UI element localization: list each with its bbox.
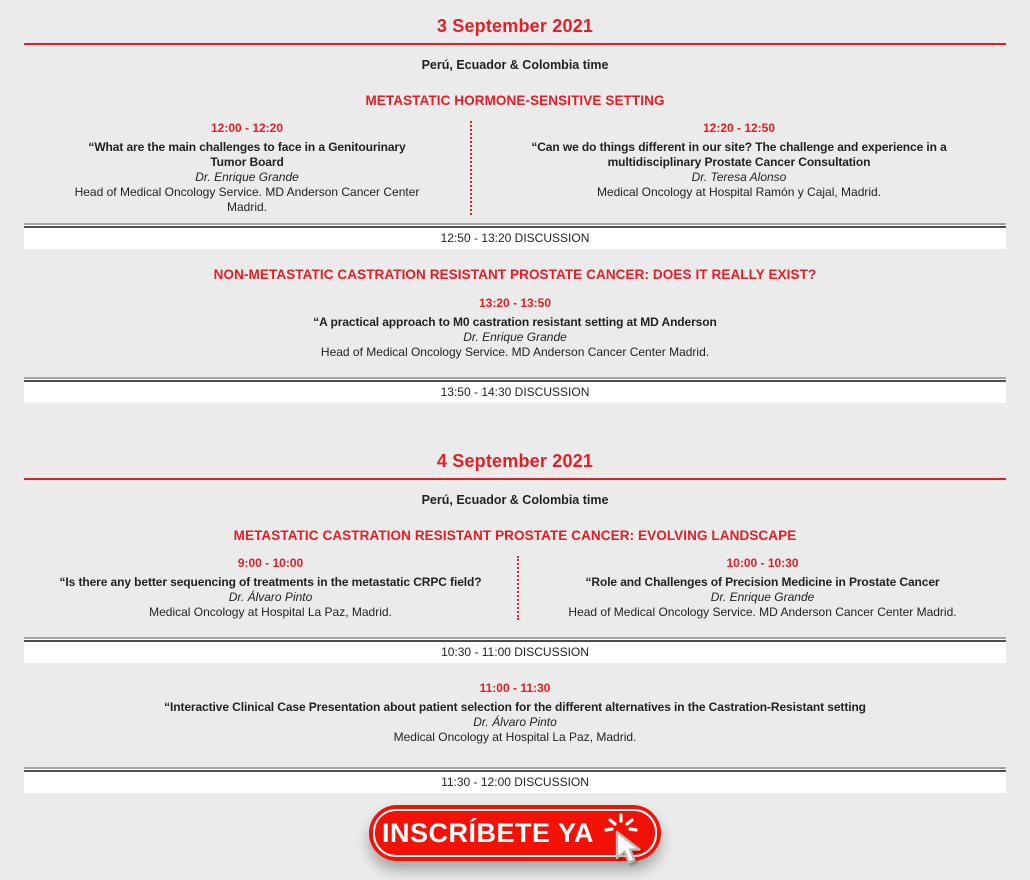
day1-session3 [24, 296, 1006, 360]
click-indicator [600, 816, 634, 850]
day2-timezone: Perú, Ecuador & Colombia time [421, 493, 609, 507]
day2-date-divider [24, 478, 1006, 480]
day2-section1-header: METASTATIC CASTRATION RESISTANT PROSTATE CANCER: EVOLVING LANDSCAPE [233, 528, 797, 543]
session-affiliation: Head of Medical Oncology Service. MD Anderson Cancer Center Madrid. [74, 185, 420, 214]
session-time: 13:20 - 13:50 [478, 296, 552, 310]
session-time: 12:20 - 12:50 [702, 121, 776, 135]
discussion-bar: 13:50 - 14:30 DISCUSSION [24, 382, 1006, 403]
day2-discussion1 [24, 637, 1006, 663]
day1-date-divider [24, 43, 1006, 45]
session-speaker: Dr. Enrique Grande [195, 170, 299, 184]
register-button[interactable] [369, 805, 661, 861]
day1-sessions-row [24, 121, 1006, 215]
day1-date-title: 3 September 2021 [436, 16, 594, 36]
day1-discussion2 [24, 377, 1006, 403]
day2-date-title: 4 September 2021 [436, 451, 594, 471]
day2-sessions-row [24, 556, 1006, 620]
session-time: 9:00 - 10:00 [237, 556, 304, 570]
register-button-label: INSCRÍBETE YA [381, 817, 595, 848]
session-speaker: Dr. Enrique Grande [463, 330, 567, 344]
day1-session2 [472, 121, 1006, 215]
session-affiliation: Head of Medical Oncology Service. MD Anderson Cancer Center Madrid. [568, 605, 957, 619]
session-title: “A practical approach to M0 castration resistant setting at MD Anderson [313, 315, 717, 329]
session-affiliation: Medical Oncology at Hospital Ramón y Cajal, Madrid. [596, 185, 882, 199]
cursor-icon [610, 828, 644, 870]
session-speaker: Dr. Enrique Grande [710, 590, 815, 604]
session-speaker: Dr. Álvaro Pinto [228, 590, 313, 604]
discussion-bar: 12:50 - 13:20 DISCUSSION [24, 228, 1006, 249]
session-affiliation: Head of Medical Oncology Service. MD Anderson Cancer Center Madrid. [320, 345, 710, 359]
day1-timezone: Perú, Ecuador & Colombia time [421, 58, 609, 72]
session-title: “Role and Challenges of Precision Medicine in Prostate Cancer [585, 575, 940, 589]
day2-discussion2 [24, 767, 1006, 793]
day2-session1 [24, 556, 517, 620]
day1-section [0, 0, 1030, 403]
discussion-bar: 10:30 - 11:00 DISCUSSION [24, 642, 1006, 663]
day2-section [0, 403, 1030, 793]
session-time: 11:00 - 11:30 [479, 681, 551, 695]
session-title: “What are the main challenges to face in a Genitourinary Tumor Board [88, 140, 406, 169]
session-time: 12:00 - 12:20 [210, 121, 284, 135]
day1-section2-header: NON-METASTATIC CASTRATION RESISTANT PROSTATE CANCER: DOES IT REALLY EXIST? [213, 267, 817, 282]
session-title: “Is there any better sequencing of treatments in the metastatic CRPC field? [59, 575, 482, 589]
day2-session2 [519, 556, 1006, 620]
session-speaker: Dr. Álvaro Pinto [473, 715, 557, 729]
session-title: “Can we do things different in our site? The challenge and experience in a multidisciplinary Prostate Cancer Consultation [531, 140, 947, 169]
discussion-bar: 11:30 - 12:00 DISCUSSION [24, 772, 1006, 793]
session-affiliation: Medical Oncology at Hospital La Paz, Madrid. [149, 605, 392, 619]
day1-session1 [24, 121, 470, 215]
session-time: 10:00 - 10:30 [726, 556, 799, 570]
day2-session3 [24, 681, 1006, 745]
day1-discussion1 [24, 223, 1006, 249]
cta-row [0, 805, 1030, 861]
session-speaker: Dr. Teresa Alonso [691, 170, 787, 184]
session-affiliation: Medical Oncology at Hospital La Paz, Madrid. [393, 730, 637, 744]
day1-section1-header: METASTATIC HORMONE-SENSITIVE SETTING [365, 93, 665, 108]
session-title: “Interactive Clinical Case Presentation about patient selection for the different alternatives in the Castration-Resistant setting [164, 700, 866, 714]
